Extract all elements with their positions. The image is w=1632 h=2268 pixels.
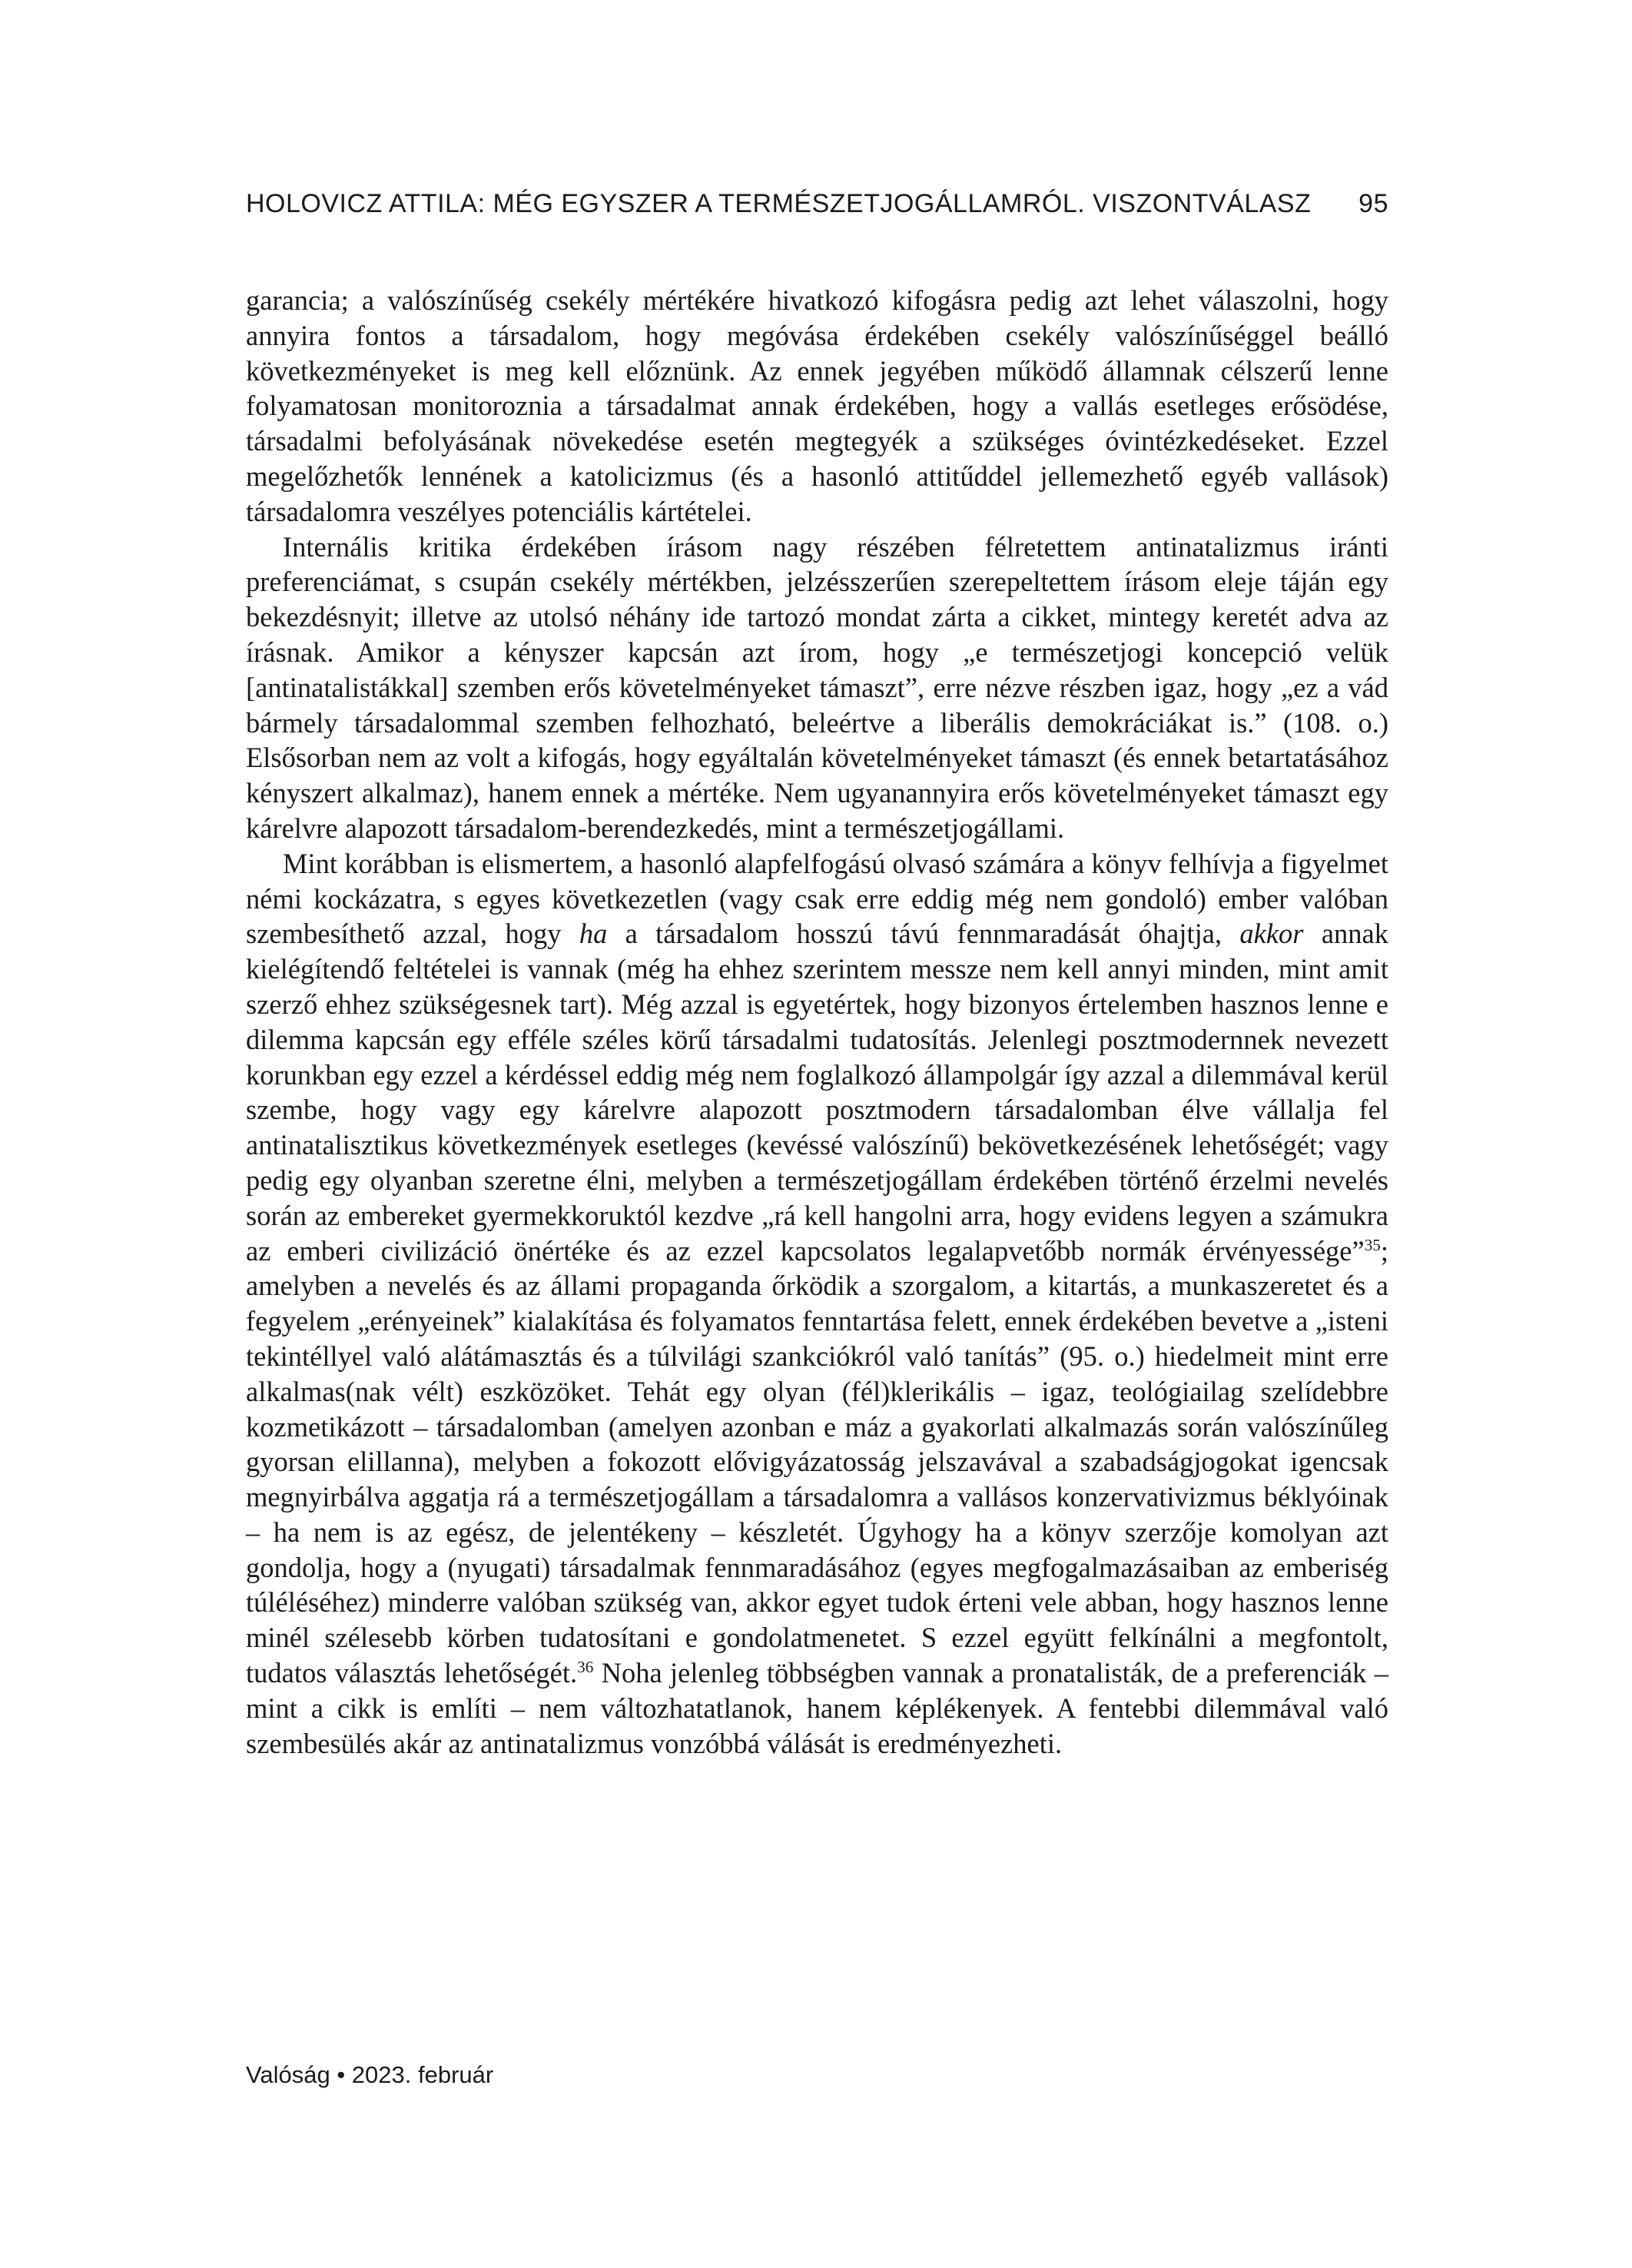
footer-journal-line: Valóság • 2023. február <box>246 2061 494 2088</box>
running-header-title: HOLOVICZ ATTILA: MÉG EGYSZER A TERMÉSZETJOGÁLLAMRÓL. VISZONTVÁLASZ <box>246 189 1312 218</box>
footnote-marker: 35 <box>1364 1235 1381 1254</box>
page-number: 95 <box>1358 189 1388 218</box>
article-body <box>246 283 1388 1761</box>
paragraph: garancia; a valószínűség csekély mértékére hivatkozó kifogásra pedig azt lehet válaszolni, hogy annyira fontos a társadalom, hogy megóvása érdekében csekély valószínűséggel beálló következményeket is meg kell előznünk. Az ennek jegyében működő államnak célszerű lenne folyamatosan monitoroznia a társadalmat annak érdekében, hogy a vallás esetleges erősödése, társadalmi befolyásának növekedése esetén megtegyék a szükséges óvintézkedéseket. Ezzel megelőzhetők lennének a katolicizmus (és a hasonló attitűddel jellemezhető egyéb vallások) társadalomra veszélyes potenciális kártételei. <box>246 284 1388 527</box>
footnote-marker: 36 <box>577 1657 594 1676</box>
paragraph: Internális kritika érdekében írásom nagy részében félretettem antinatalizmus iránti preferenciámat, s csupán csekély mértékben, jelzésszerűen szerepeltettem írásom eleje táján egy bekezdésnyit; illetve az utolsó néhány ide tartozó mondat zárta a cikket, mintegy keretét adva az írásnak. Amikor a kényszer kapcsán azt írom, hogy „e természetjogi koncepció velük [antinatalistákkal] szemben erős követelményeket támaszt”, erre nézve részben igaz, hogy „ez a vád bármely társadalommal szemben felhozható, beleértve a liberális demokráciákat is.” (108. o.) Elsősorban nem az volt a kifogás, hogy egyáltalán követelményeket támaszt (és ennek betartatásához kényszert alkalmaz), hanem ennek a mértéke. Nem ugyanannyira erős követelményeket támaszt egy kárelvre alapozott társadalom-berendezkedés, mint a természetjogállami. <box>246 530 1388 844</box>
running-header <box>246 189 1388 219</box>
paragraph: Mint korábban is elismertem, a hasonló alapfelfogású olvasó számára a könyv felhívja a figyelmet némi kockázatra, s egyes következetlen (vagy csak erre eddig még nem gondoló) ember valóban szembesíthető azzal, hogy ha a társadalom hosszú távú fennmaradását óhajtja, akkor annak kielégítendő feltételei is vannak (még ha ehhez szerintem messze nem kell annyi minden, mint amit szerző ehhez szükségesnek tart). Még azzal is egyetértek, hogy bizonyos értelemben hasznos lenne e dilemma kapcsán egy efféle széles körű társadalmi tudatosítás. Jelenlegi posztmodernnek nevezett korunkban egy ezzel a kérdéssel eddig még nem foglalkozó állampolgár így azzal a dilemmával kerül szembe, hogy vagy egy kárelvre alapozott posztmodern társadalomban élve vállalja fel antinatalisztikus következmények esetleges (kevéssé valószínű) bekövetkezésének lehetőségét; vagy pedig egy olyanban szeretne élni, melyben a természetjogállam érdekében történő érzelmi nevelés során az embereket gyermekkoruktól kezdve „rá kell hangolni arra, hogy evidens legyen a számukra az emberi civilizáció önértéke és az ezzel kapcsolatos legalapvetőbb normák érvényessége”$^{35}$; amelyben a nevelés és az állami propaganda őrködik a szorgalom, a kitartás, a munkaszeretet és a fegyelem „erényeinek” kialakítása és folyamatos fenntartása felett, ennek érdekében bevetve a „isteni tekintéllyel való alátámasztás és a túlvilági szankciókról való tanítás” (95. o.) hiedelmeit mint erre alkalmas(nak vélt) eszközöket. Tehát egy olyan (fél)klerikális – igaz, teológiailag szelídebbre kozmetikázott – társadalomban (amelyen azonban e máz a gyakorlati alkalmazás során valószínűleg gyorsan elillanna), melyben a fokozott elővigyázatosság jelszavával a szabadságjogokat igencsak megnyirbálva aggatja rá a természetjogállam a társadalomra a vallásos konzervativizmus béklyóinak – ha nem is az egész, de jelentékeny – készletét. Úgyhogy ha a könyv szerzője komolyan azt gondolja, hogy a (nyugati) társadalmak fennmaradásához (egyes megfogalmazásaiban az emberiség túléléséhez) minderre valóban szükség van, akkor egyet tudok érteni vele abban, hogy hasznos lenne minél szélesebb körben tudatosítani e gondolatmenetet. S ezzel együtt felkínálni a megfontolt, tudatos választás lehetőségét.$^{36}$ Noha jelenleg többségben vannak a pronatalisták, de a preferenciák – mint a cikk is említi – nem változhatatlanok, hanem képlékenyek. A fentebbi dilemmával való szembesülés akár az antinatalizmus vonzóbbá válását is eredményezheti. <box>246 847 1388 1759</box>
